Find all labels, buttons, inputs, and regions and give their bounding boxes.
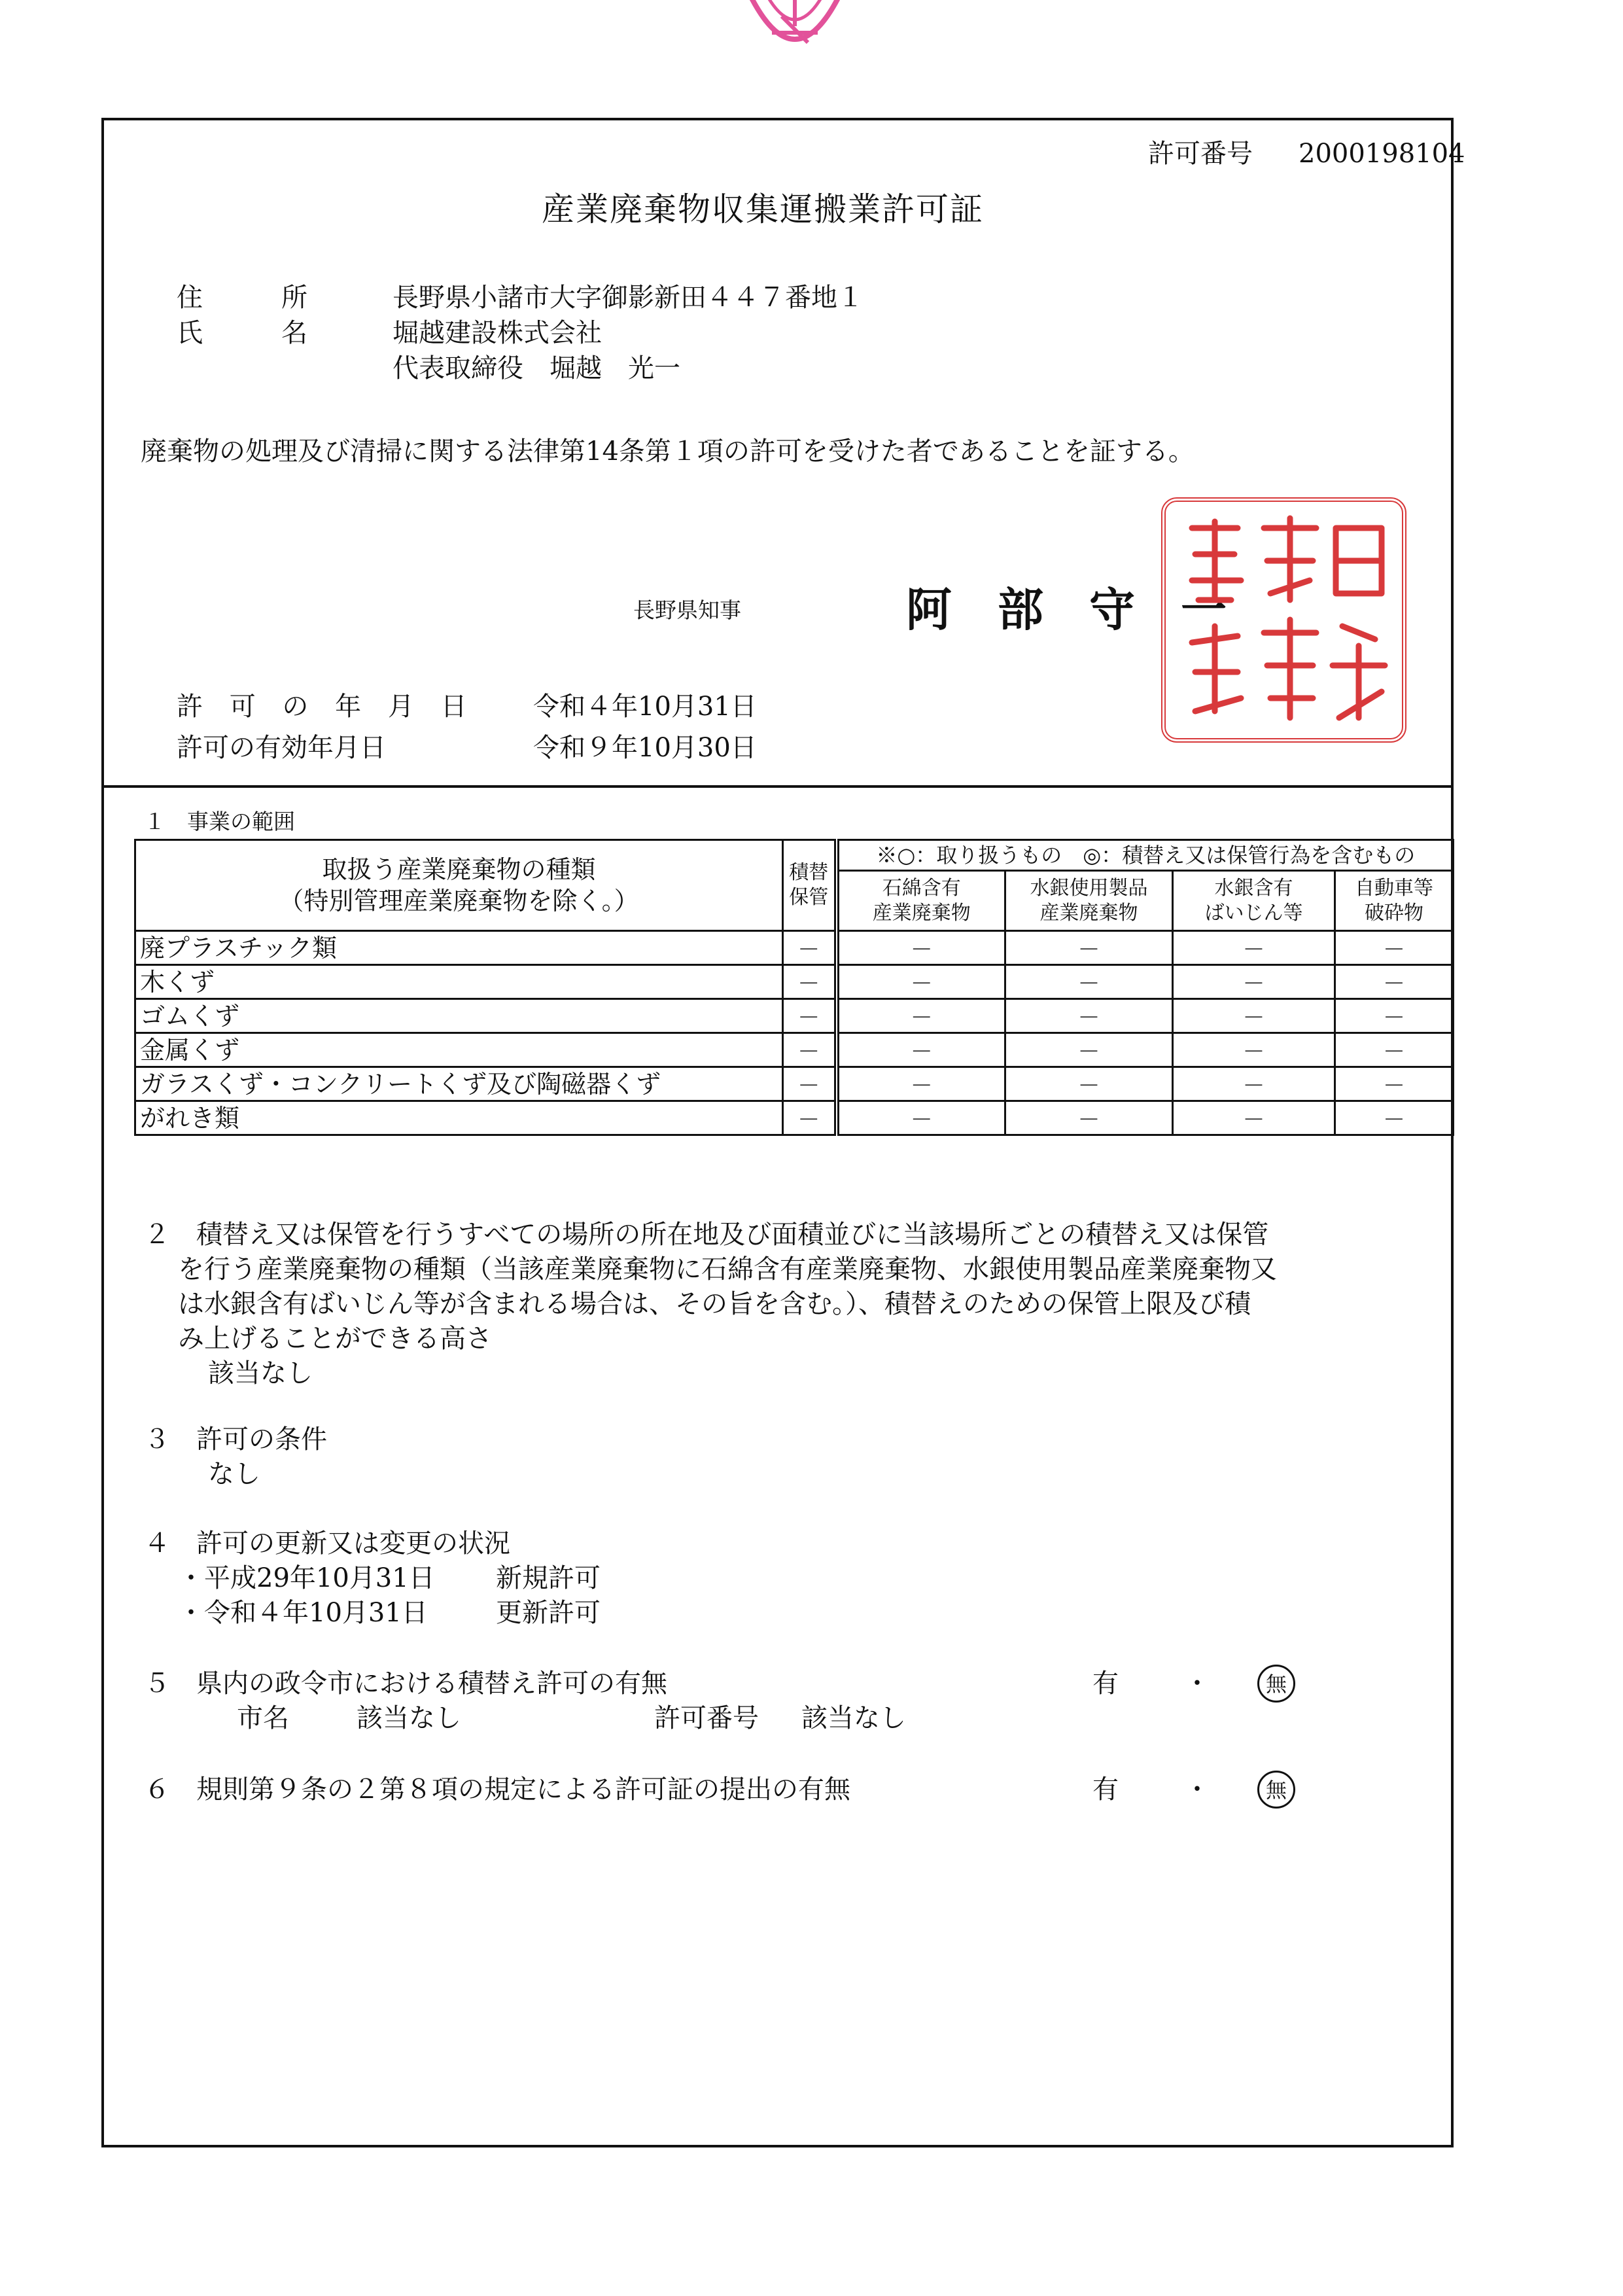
storage-mark: －	[783, 999, 837, 1033]
table-row	[135, 1067, 1454, 1101]
grant-date-label: 許 可 の 年 月 日	[177, 692, 476, 722]
asbestos-mark: －	[837, 1067, 1005, 1101]
section4-item2-date: ・令和４年10月31日	[178, 1598, 428, 1628]
legend-note: ※○：取り扱うもの ◎：積替え又は保管行為を含むもの	[837, 840, 1454, 871]
auto-shredder-mark: －	[1335, 999, 1454, 1033]
mercury-dust-mark: －	[1173, 1067, 1335, 1101]
col-auto-shredder-header: 自動車等 破砕物	[1335, 871, 1454, 931]
storage-mark: －	[783, 931, 837, 965]
section5-permit-label: 許可番号	[654, 1703, 759, 1733]
section5-yes: 有	[1092, 1669, 1119, 1699]
waste-name: がれき類	[135, 1101, 783, 1135]
section2-line2: を行う産業廃棄物の種類（当該産業廃棄物に石綿含有産業廃棄物、水銀使用製品産業廃棄物又	[178, 1254, 1277, 1284]
table-row	[135, 999, 1454, 1033]
mercury-product-mark: －	[1005, 1101, 1173, 1135]
page-title: 産業廃棄物収集運搬業許可証	[542, 190, 984, 228]
waste-name: 金属くず	[135, 1033, 783, 1067]
auto-shredder-mark: －	[1335, 1067, 1454, 1101]
storage-mark: －	[783, 1033, 837, 1067]
waste-name: 廃プラスチック類	[135, 931, 783, 965]
section5-heading: ５ 県内の政令市における積替え許可の有無	[144, 1669, 667, 1699]
asbestos-mark: －	[837, 1033, 1005, 1067]
section6-no-circled: 無	[1257, 1771, 1295, 1809]
permit-number: 2000198104	[1299, 139, 1465, 169]
section-divider	[101, 785, 1454, 788]
expiry-date: 令和９年10月30日	[533, 733, 757, 763]
auto-shredder-mark: －	[1335, 1033, 1454, 1067]
section6-yes: 有	[1092, 1775, 1119, 1805]
table-row	[135, 1033, 1454, 1067]
section2-line3: は水銀含有ばいじん等が含まれる場合は、その旨を含む。）、積替えのための保管上限及び積	[178, 1289, 1251, 1319]
section2-line1: ２ 積替え又は保管を行うすべての場所の所在地及び面積並びに当該場所ごとの積替え又は保管	[144, 1220, 1269, 1250]
grant-date: 令和４年10月31日	[533, 692, 757, 722]
issuer-title: 長野県知事	[633, 597, 741, 623]
mercury-product-mark: －	[1005, 931, 1173, 965]
representative-name: 代表取締役 堀越 光一	[393, 353, 680, 383]
col-storage-header: 積替 保管	[783, 840, 837, 931]
auto-shredder-mark: －	[1335, 931, 1454, 965]
section5-separator: ・	[1184, 1669, 1210, 1699]
section2-answer: 該当なし	[208, 1358, 313, 1388]
waste-name: ゴムくず	[135, 999, 783, 1033]
table-row	[135, 1101, 1454, 1135]
section4-item2-status: 更新許可	[496, 1598, 601, 1628]
mercury-dust-mark: －	[1173, 931, 1335, 965]
asbestos-mark: －	[837, 965, 1005, 999]
mercury-dust-mark: －	[1173, 999, 1335, 1033]
auto-shredder-mark: －	[1335, 965, 1454, 999]
storage-mark: －	[783, 1067, 837, 1101]
section4-heading: ４ 許可の更新又は変更の状況	[144, 1528, 510, 1559]
section6-heading: ６ 規則第９条の２第８項の規定による許可証の提出の有無	[144, 1775, 850, 1805]
col-waste-type-header: 取扱う産業廃棄物の種類 （特別管理産業廃棄物を除く。）	[135, 840, 783, 931]
name-label: 氏 名	[177, 318, 307, 348]
section4-item1-status: 新規許可	[496, 1563, 601, 1593]
expiry-date-label: 許可の有効年月日	[177, 733, 386, 763]
waste-types-table	[134, 839, 1454, 1136]
mercury-dust-mark: －	[1173, 1033, 1335, 1067]
mercury-product-mark: －	[1005, 999, 1173, 1033]
mercury-dust-mark: －	[1173, 1101, 1335, 1135]
company-name: 堀越建設株式会社	[393, 318, 602, 348]
storage-mark: －	[783, 965, 837, 999]
section5-permit-value: 該当なし	[801, 1703, 906, 1733]
top-seal-stamp	[720, 0, 870, 85]
address-value: 長野県小諸市大字御影新田４４７番地１	[393, 283, 864, 313]
mercury-product-mark: －	[1005, 1033, 1173, 1067]
auto-shredder-mark: －	[1335, 1101, 1454, 1135]
table-row	[135, 931, 1454, 965]
col-asbestos-header: 石綿含有 産業廃棄物	[837, 871, 1005, 931]
asbestos-mark: －	[837, 999, 1005, 1033]
section2-line4: み上げることができる高さ	[178, 1324, 492, 1354]
section1-heading: １ 事業の範囲	[144, 809, 295, 834]
waste-name: ガラスくず・コンクリートくず及び陶磁器くず	[135, 1067, 783, 1101]
section5-city-value: 該当なし	[357, 1703, 461, 1733]
mercury-product-mark: －	[1005, 965, 1173, 999]
mercury-dust-mark: －	[1173, 965, 1335, 999]
col-mercury-dust-header: 水銀含有 ばいじん等	[1173, 871, 1335, 931]
col-mercury-product-header: 水銀使用製品 産業廃棄物	[1005, 871, 1173, 931]
table-row	[135, 965, 1454, 999]
certification-statement: 廃棄物の処理及び清掃に関する法律第14条第１項の許可を受けた者であることを証する。	[141, 436, 1195, 467]
address-label: 住 所	[177, 283, 307, 313]
mercury-product-mark: －	[1005, 1067, 1173, 1101]
governor-seal-stamp	[1161, 497, 1406, 743]
issuer-name: 阿 部 守 一	[906, 582, 1227, 637]
asbestos-mark: －	[837, 931, 1005, 965]
waste-name: 木くず	[135, 965, 783, 999]
storage-mark: －	[783, 1101, 837, 1135]
permit-number-label: 許可番号	[1148, 139, 1253, 169]
section3-answer: なし	[208, 1459, 260, 1489]
asbestos-mark: －	[837, 1101, 1005, 1135]
section6-separator: ・	[1184, 1775, 1210, 1805]
section5-no-circled: 無	[1257, 1665, 1295, 1703]
section5-city-label: 市名	[237, 1703, 289, 1733]
section3-heading: ３ 許可の条件	[144, 1424, 327, 1455]
section4-item1-date: ・平成29年10月31日	[178, 1563, 435, 1593]
